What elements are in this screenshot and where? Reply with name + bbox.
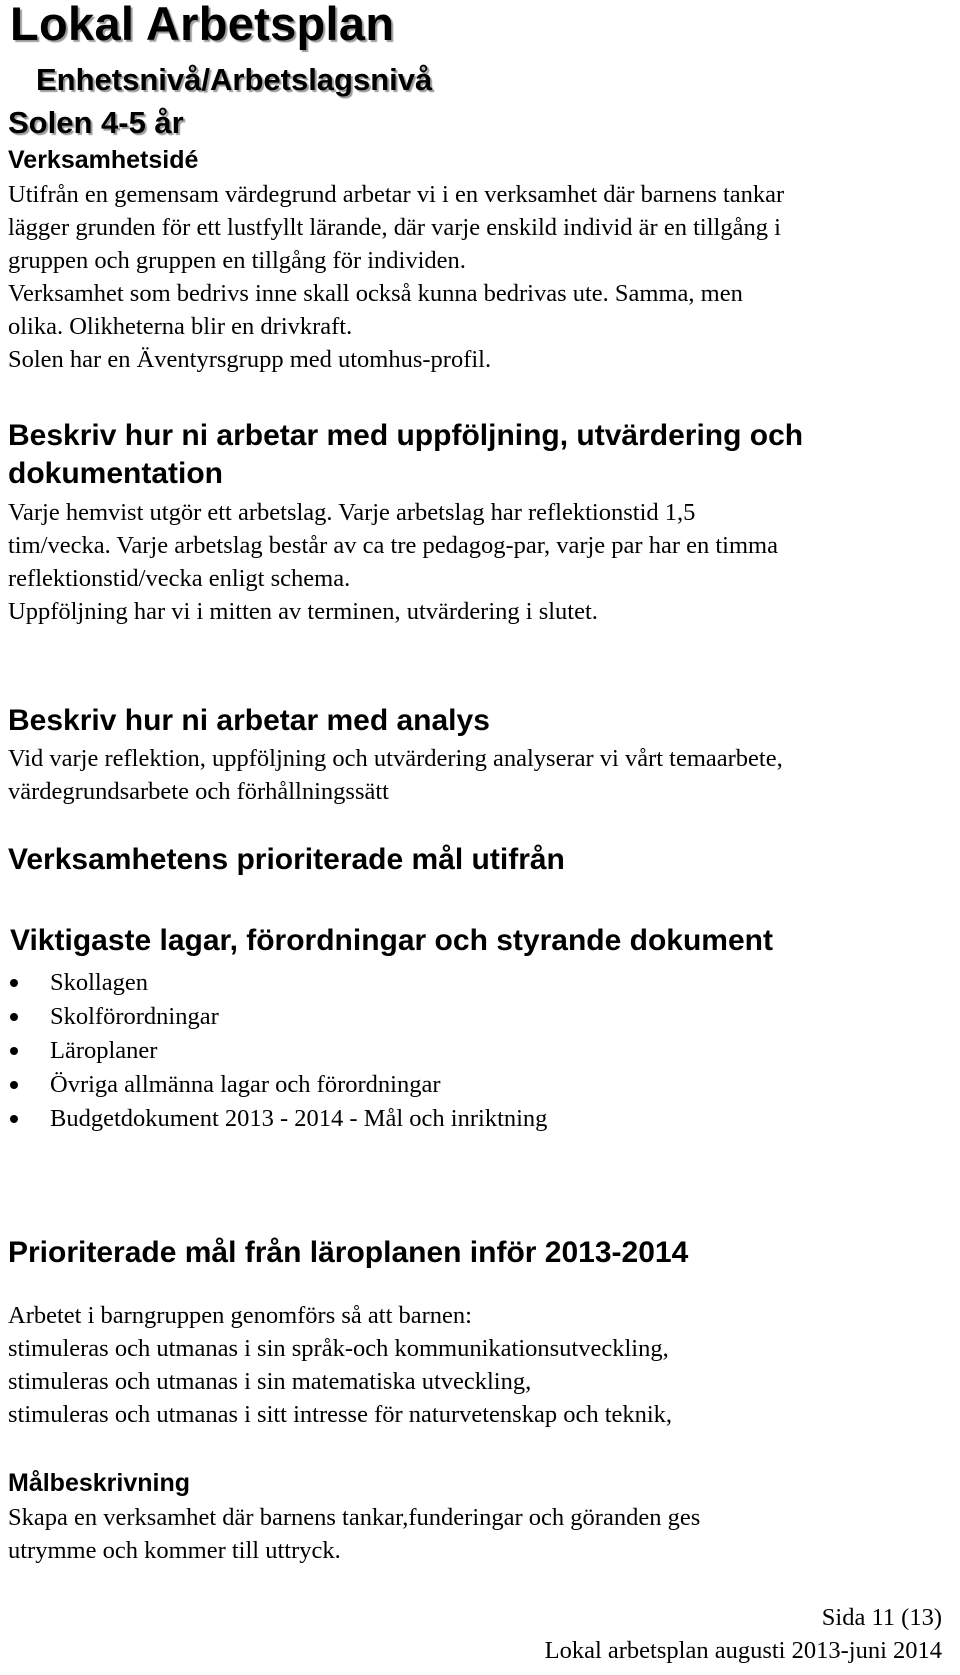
list-item bbox=[0, 1068, 547, 1102]
uppfoljning-heading: dokumentation bbox=[8, 457, 223, 490]
mal-line: stimuleras och utmanas i sin matematiska utveckling, bbox=[8, 1368, 532, 1395]
mal-heading: Prioriterade mål från läroplanen inför 2013-2014 bbox=[8, 1236, 689, 1269]
verksamhetside-line: olika. Olikheterna blir en drivkraft. bbox=[8, 313, 353, 340]
analys-heading: Beskriv hur ni arbetar med analys bbox=[8, 704, 490, 737]
malbeskrivning-line: Skapa en verksamhet där barnens tankar,funderingar och göranden ges bbox=[8, 1504, 701, 1531]
verksamhetside-line: Utifrån en gemensam värdegrund arbetar vi i en verksamhet där barnens tankar bbox=[8, 181, 785, 208]
bullet-icon bbox=[10, 1013, 18, 1021]
list-item-label: Övriga allmänna lagar och förordningar bbox=[50, 1071, 441, 1098]
uppfoljning-heading: Beskriv hur ni arbetar med uppföljning, utvärdering och bbox=[8, 419, 804, 452]
verksamhetside-line: lägger grunden för ett lustfyllt lärande, där varje enskild individ är en tillgång i bbox=[8, 214, 781, 241]
bullet-icon bbox=[10, 1081, 18, 1089]
list-item-label: Skollagen bbox=[50, 969, 148, 996]
lagar-list bbox=[0, 966, 547, 1136]
bullet-icon bbox=[10, 1115, 18, 1123]
verksamhetside-line: Verksamhet som bedrivs inne skall också kunna bedrivas ute. Samma, men bbox=[8, 280, 743, 307]
uppfoljning-line: reflektionstid/vecka enligt schema. bbox=[8, 565, 351, 592]
verksamhetside-heading: Verksamhetsidé bbox=[8, 146, 199, 174]
uppfoljning-line: Uppföljning har vi i mitten av terminen, utvärdering i slutet. bbox=[8, 598, 598, 625]
unit-title: Solen 4-5 år bbox=[8, 105, 184, 140]
malbeskrivning-line: utrymme och kommer till uttryck. bbox=[8, 1537, 341, 1564]
list-item-label: Läroplaner bbox=[50, 1037, 158, 1064]
list-item bbox=[0, 1000, 547, 1034]
document-subtitle: Enhetsnivå/Arbetslagsnivå bbox=[36, 62, 433, 97]
mal-line: Arbetet i barngruppen genomförs så att barnen: bbox=[8, 1302, 472, 1329]
analys-line: värdegrundsarbete och förhållningssätt bbox=[8, 778, 389, 805]
prioriterade-heading: Verksamhetens prioriterade mål utifrån bbox=[8, 843, 565, 876]
list-item-label: Skolförordningar bbox=[50, 1003, 219, 1030]
mal-line: stimuleras och utmanas i sin språk-och kommunikationsutveckling, bbox=[8, 1335, 669, 1362]
verksamhetside-line: gruppen och gruppen en tillgång för individen. bbox=[8, 247, 466, 274]
verksamhetside-line: Solen har en Äventyrsgrupp med utomhus-profil. bbox=[8, 346, 492, 373]
list-item bbox=[0, 1034, 547, 1068]
page-number: Sida 11 (13) bbox=[821, 1604, 942, 1631]
footer-doc-title: Lokal arbetsplan augusti 2013-juni 2014 bbox=[544, 1637, 942, 1664]
malbeskrivning-heading: Målbeskrivning bbox=[8, 1469, 190, 1497]
list-item-label: Budgetdokument 2013 - 2014 - Mål och inriktning bbox=[50, 1105, 548, 1132]
uppfoljning-line: Varje hemvist utgör ett arbetslag. Varje arbetslag har reflektionstid 1,5 bbox=[8, 499, 696, 526]
list-item bbox=[0, 966, 547, 1000]
uppfoljning-line: tim/vecka. Varje arbetslag består av ca tre pedagog-par, varje par har en timma bbox=[8, 532, 778, 559]
lagar-heading: Viktigaste lagar, förordningar och styrande dokument bbox=[10, 924, 773, 957]
document-title: Lokal Arbetsplan bbox=[10, 0, 395, 50]
analys-line: Vid varje reflektion, uppföljning och utvärdering analyserar vi vårt temaarbete, bbox=[8, 745, 783, 772]
bullet-icon bbox=[10, 979, 18, 987]
mal-line: stimuleras och utmanas i sitt intresse för naturvetenskap och teknik, bbox=[8, 1401, 673, 1428]
bullet-icon bbox=[10, 1047, 18, 1055]
list-item bbox=[0, 1102, 547, 1136]
